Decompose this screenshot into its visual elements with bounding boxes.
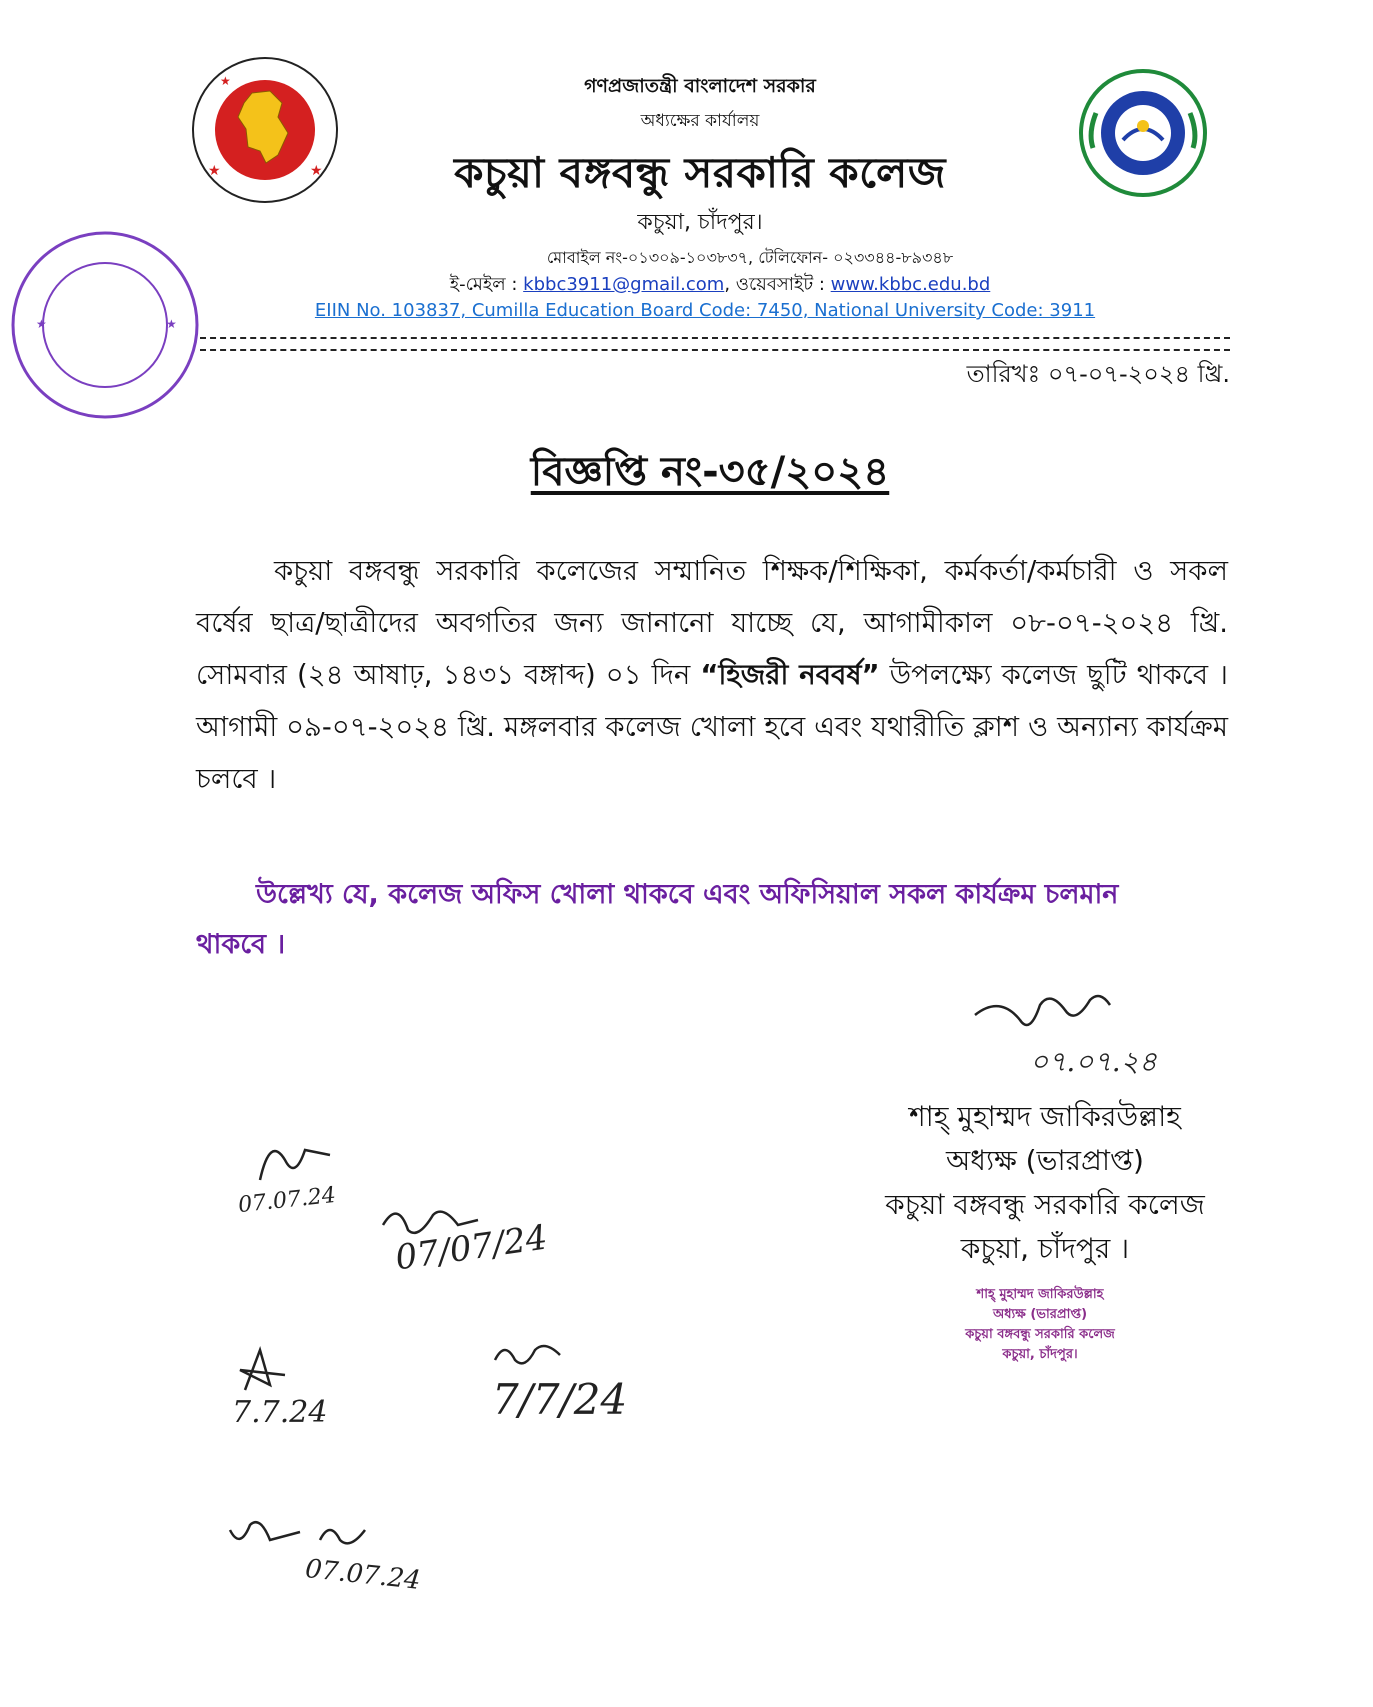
initial-signature-5 <box>225 1510 385 1560</box>
institution-codes[interactable]: EIIN No. 103837, Cumilla Education Board Code: 7450, National University Code: 3911 <box>314 300 1096 321</box>
initial-signature-1 <box>250 1130 340 1190</box>
header-divider <box>200 337 1230 351</box>
principal-signature <box>970 985 1130 1045</box>
notice-date: তারিখঃ ০৭-০৭-২০২৪ খ্রি. <box>966 360 1230 388</box>
notice-body-part1: কচুয়া বঙ্গবন্ধু সরকারি কলেজের সম্মানিত শিক্ষক/শিক্ষিকা, কর্মকর্তা/কর্মচারী ও সকল বর্ষের ছাত্র/ছাত্রীদের অবগতির জন্য জানানো যাচ্ছে যে, আগামীকাল ০৮-০৭-২০২৪ খ্রি. সোমবার (২৪ আষাঢ়, ১৪৩১ বঙ্গাব্দ) ০১ দিন <box>196 555 1228 691</box>
svg-text:★: ★ <box>166 317 177 331</box>
initial-date-2: 07/07/24 <box>392 1217 550 1279</box>
notice-title: বিজ্ঞপ্তি নং-৩৫/২০২৪ <box>530 449 890 495</box>
initial-date-1: 07.07.24 <box>236 1182 338 1219</box>
principal-signature-date: ০৭.০৭.২৪ <box>1030 1045 1157 1078</box>
svg-text:★: ★ <box>310 163 323 179</box>
college-address: কচুয়া, চাঁদপুর। <box>637 210 763 235</box>
svg-text:★: ★ <box>220 74 231 88</box>
seal-line-4: কচুয়া, চাঁদপুর। <box>1002 1347 1078 1362</box>
initial-date-4: 7/7/24 <box>492 1375 628 1424</box>
seal-line-3: কচুয়া বঙ্গবন্ধু সরকারি কলেজ <box>965 1327 1115 1342</box>
svg-text:★: ★ <box>208 163 221 179</box>
initial-date-3: 7.7.24 <box>232 1395 328 1430</box>
notice-body-part2: উপলক্ষ্যে কলেজ ছুটি থাকবে । আগামী ০৯-০৭-২০২৪ খ্রি. মঙ্গলবার কলেজ খোলা হবে এবং যথারীতি ক্লাশ ও অন্যান্য কার্যক্রম চলবে । <box>196 659 1229 795</box>
office-open-note: উল্লেখ্য যে, কলেজ অফিস খোলা থাকবে এবং অফিসিয়াল সকল কার্যক্রম চলমান থাকবে । <box>196 879 1119 960</box>
email-label: ই-মেইল : <box>449 274 518 295</box>
government-title: গণপ্রজাতন্ত্রী বাংলাদেশ সরকার <box>584 75 816 97</box>
govt-logo <box>190 55 340 205</box>
seal-line-1: শাহ্ মুহাম্মদ জাকিরউল্লাহ <box>976 1287 1104 1302</box>
initial-date-5: 07.07.24 <box>303 1554 423 1596</box>
principal-seal <box>910 1285 1170 1365</box>
signatory-college: কচুয়া বঙ্গবন্ধু সরকারি কলেজ <box>885 1188 1205 1221</box>
college-logo <box>1078 68 1208 198</box>
phone-line: মোবাইল নং-০১৩০৯-১০৩৮৩৭, টেলিফোন- ০২৩৩৪৪-৮৯৩৪৮ <box>546 248 954 267</box>
website-label: , ওয়েবসাইট : <box>724 274 825 295</box>
college-name: কচুয়া বঙ্গবন্ধু সরকারি কলেজ <box>454 148 946 197</box>
holiday-name: “হিজরী নববর্ষ” <box>700 659 880 691</box>
initial-signature-3 <box>230 1345 290 1395</box>
website-link[interactable]: www.kbbc.edu.bd <box>830 274 991 295</box>
college-round-stamp <box>8 228 203 423</box>
contact-line <box>340 270 1100 301</box>
signatory-designation: অধ্যক্ষ (ভারপ্রাপ্ত) <box>946 1144 1144 1177</box>
svg-text:★: ★ <box>36 317 47 331</box>
signatory-place: কচুয়া, চাঁদপুর । <box>960 1232 1130 1265</box>
signatory-block <box>860 1095 1230 1271</box>
email-link[interactable]: kbbc3911@gmail.com <box>523 274 725 295</box>
signatory-name: শাহ্ মুহাম্মদ জাকিরউল্লাহ <box>909 1100 1181 1133</box>
notice-body <box>196 545 1228 805</box>
office-title: অধ্যক্ষের কার্যালয় <box>640 111 760 131</box>
initial-signature-4 <box>490 1335 580 1375</box>
seal-line-2: অধ্যক্ষ (ভারপ্রাপ্ত) <box>992 1307 1088 1322</box>
